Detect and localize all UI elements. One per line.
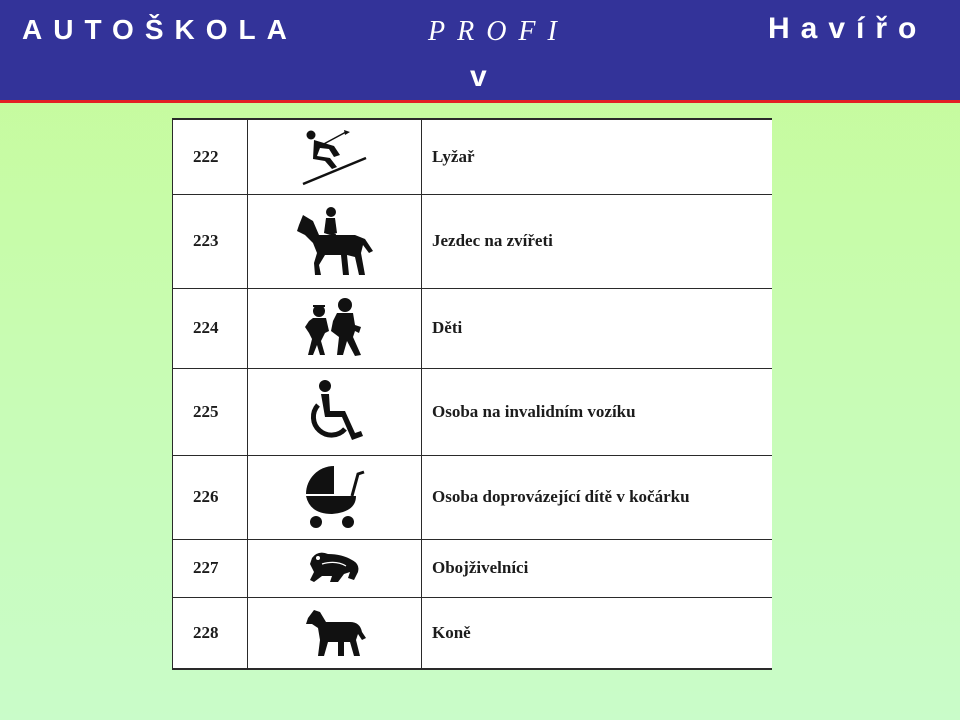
table-row [173,597,773,669]
stroller-icon-cell [248,455,422,539]
horse-icon [304,608,366,658]
sign-number: 227 [173,539,248,597]
title-bar [0,0,960,103]
sign-number: 228 [173,597,248,669]
horse-icon-cell [248,597,422,669]
stroller-icon [304,464,366,530]
sign-number: 225 [173,368,248,455]
sign-number: 224 [173,288,248,368]
school-name: AUTOŠKOLA [22,14,298,45]
table-row [173,368,773,455]
frog-icon [308,550,362,586]
sign-name: Jezdec na zvířeti [422,194,773,288]
horse-rider-icon-cell [248,194,422,288]
table-row [173,119,773,194]
traffic-sign-symbols-table [172,118,772,670]
table-row [173,539,773,597]
horse-rider-icon [293,205,377,277]
sign-number: 223 [173,194,248,288]
table-row [173,455,773,539]
children-icon-cell [248,288,422,368]
wheelchair-icon-cell [248,368,422,455]
sign-name: Lyžař [422,119,773,194]
frog-icon-cell [248,539,422,597]
sign-name: Obojživelníci [422,539,773,597]
table-row [173,194,773,288]
school-brand: PROFI [428,16,569,47]
wheelchair-icon [303,379,367,445]
table-row [173,288,773,368]
sign-name: Koně [422,597,773,669]
skier-icon-cell [248,119,422,194]
sign-name: Osoba na invalidním vozíku [422,368,773,455]
school-city-wrap: v [470,60,487,93]
sign-name: Osoba doprovázející dítě v kočárku [422,455,773,539]
skier-icon [300,128,370,186]
sign-number: 222 [173,119,248,194]
school-city: Havířo [768,12,928,45]
children-icon [303,297,367,359]
sign-number: 226 [173,455,248,539]
sign-name: Děti [422,288,773,368]
